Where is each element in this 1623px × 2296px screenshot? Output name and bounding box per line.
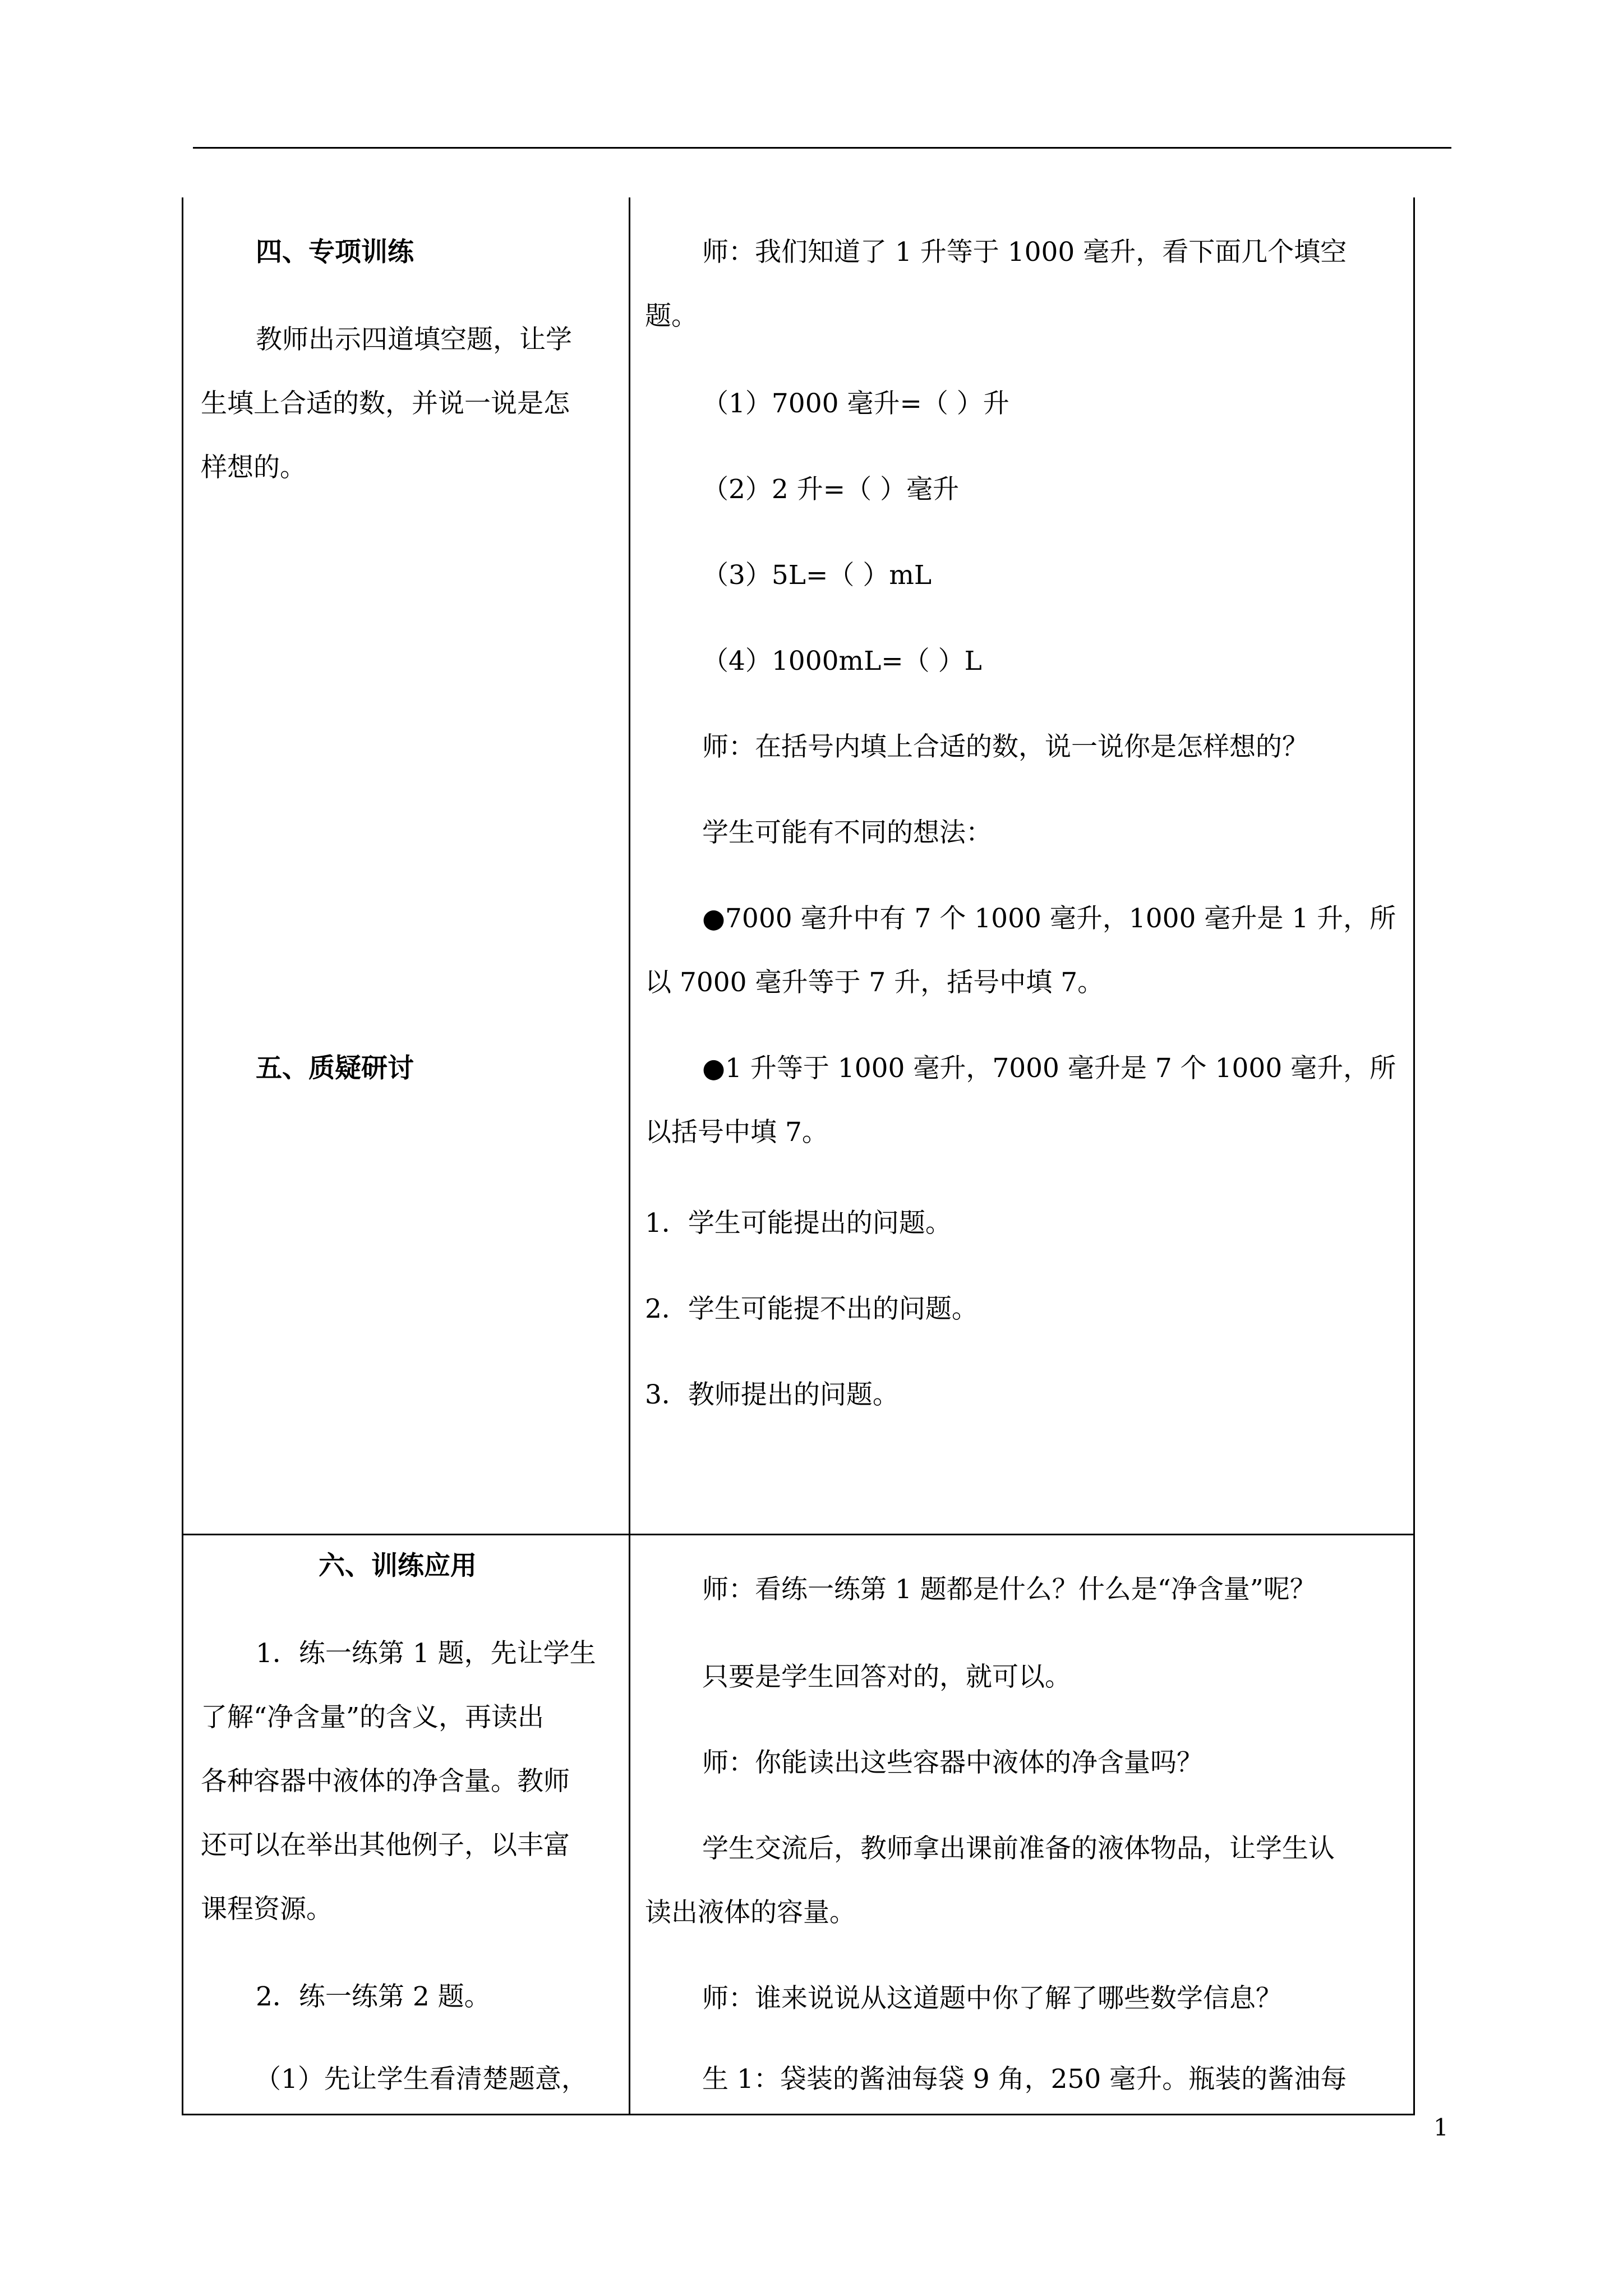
- content-line: 师：在括号内填上合适的数，说一说你是怎样想的？: [702, 731, 1308, 762]
- content-line: 读出液体的容量。: [645, 1897, 856, 1928]
- content-line: 师：看练一练第 1 题都是什么？什么是“净含量”呢？: [702, 1574, 1316, 1605]
- exercise-item: （1）7000 毫升=（ ）升: [702, 388, 1009, 419]
- section-4-description-line: 生填上合适的数，并说一说是怎: [201, 388, 570, 419]
- bullet-line: 以括号中填 7。: [645, 1117, 828, 1148]
- table-row-divider: [182, 1534, 1415, 1535]
- section-heading-5: 五、质疑研讨: [256, 1053, 414, 1084]
- training-line: 还可以在举出其他例子，以丰富: [201, 1830, 570, 1861]
- content-line: 学生可能有不同的想法：: [702, 817, 992, 848]
- table-column-divider: [629, 197, 630, 2115]
- content-line: 题。: [645, 301, 698, 332]
- training-line: 1．练一练第 1 题，先让学生: [256, 1638, 596, 1669]
- training-line: 课程资源。: [201, 1894, 333, 1925]
- content-line: 生 1：袋装的酱油每袋 9 角，250 毫升。瓶装的酱油每: [702, 2064, 1347, 2095]
- content-line: 师：谁来说说从这道题中你了解了哪些数学信息？: [702, 1983, 1282, 2014]
- section-heading-6: 六、训练应用: [319, 1550, 477, 1581]
- header-rule: [193, 147, 1451, 149]
- table-bottom-border: [182, 2114, 1415, 2115]
- page-number: 1: [1433, 2114, 1449, 2141]
- bullet-line: ●7000 毫升中有 7 个 1000 毫升，1000 毫升是 1 升，所: [702, 903, 1396, 934]
- numbered-item: 2．学生可能提不出的问题。: [645, 1294, 978, 1324]
- section-4-description-line: 样想的。: [201, 452, 306, 483]
- table-left-border: [182, 197, 183, 2115]
- training-line: 了解“净含量”的含义，再读出: [201, 1702, 545, 1733]
- training-line: 各种容器中液体的净含量。教师: [201, 1766, 570, 1797]
- table-right-border: [1413, 197, 1415, 2115]
- numbered-item: 1．学生可能提出的问题。: [645, 1208, 952, 1239]
- bullet-line: 以 7000 毫升等于 7 升，括号中填 7。: [645, 967, 1104, 998]
- section-4-description-line: 教师出示四道填空题，让学: [256, 324, 572, 355]
- bullet-line: ●1 升等于 1000 毫升，7000 毫升是 7 个 1000 毫升，所: [702, 1053, 1396, 1084]
- section-heading-4: 四、专项训练: [256, 237, 414, 268]
- exercise-item: （4）1000mL=（ ）L: [702, 646, 982, 677]
- training-line: 2．练一练第 2 题。: [256, 1981, 491, 2012]
- numbered-item: 3．教师提出的问题。: [645, 1379, 899, 1410]
- training-line: （1）先让学生看清楚题意，: [255, 2064, 588, 2095]
- content-line: 只要是学生回答对的，就可以。: [702, 1662, 1071, 1692]
- content-line: 学生交流后，教师拿出课前准备的液体物品，让学生认: [702, 1833, 1335, 1864]
- exercise-item: （3）5L=（ ）mL: [702, 560, 932, 591]
- content-line: 师：你能读出这些容器中液体的净含量吗？: [702, 1747, 1203, 1778]
- exercise-item: （2）2 升=（ ）毫升: [702, 474, 960, 505]
- content-line: 师：我们知道了 1 升等于 1000 毫升，看下面几个填空: [702, 237, 1347, 268]
